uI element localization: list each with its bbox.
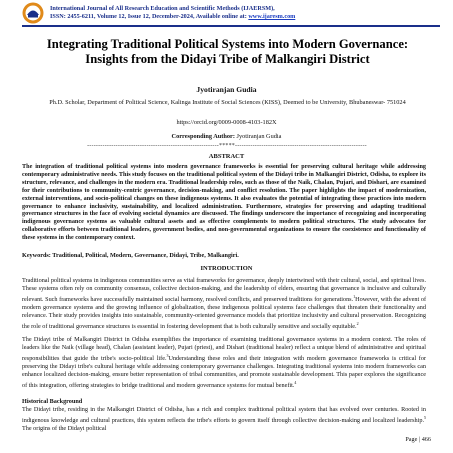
historical-background-heading: Historical Background	[22, 398, 83, 405]
intro-p2-text-a: The Didayi tribe of Malkangiri District in Odisha exemplifies the importance of examining traditional governance systems in a modern context. The roles of leaders like the Naik (village head), Chalan (assistant leader), Pujari (priest), and Dishari (traditional healer) reflect a unique blend of administrative and spiritual responsibilities that guide the tribe's socio-political life.	[22, 336, 426, 362]
journal-name: International Journal of All Research Education and Scientific Methods (IJAERSM),	[50, 5, 275, 12]
header-rule	[22, 25, 440, 27]
historical-text-a: The Didayi tribe, residing in the Malkangiri District of Odisha, has a rich and complex traditional political system that has evolved over centuries. Rooted in indigenous knowledge and cultural practices, this system reflects the tribe's efforts to govern itself through collective decision-making and localized leadership.	[22, 406, 426, 424]
intro-p2-text-b: Understanding these roles and their integration with modern governance frameworks is critical for preserving the Didayi tribe's cultural heritage while addressing contemporary governance challenges. Integrating traditional systems into modern frameworks can enhance localized decision-making, ensure better representation of tribal communities, and promote sustainable development. This paper explores the significance of this integration, offering strategies to bridge traditional and modern governance systems for mutual benefit.	[22, 354, 427, 389]
corresponding-author-label: Corresponding Author:	[171, 133, 235, 140]
citation-3: 3	[166, 352, 169, 358]
introduction-heading: INTRODUCTION	[200, 265, 253, 272]
historical-background-text	[22, 406, 426, 433]
journal-header	[22, 2, 447, 24]
corresponding-author-name: Jyotiranjan Gudia	[234, 133, 282, 140]
page-number: Page | 466	[405, 436, 431, 443]
abstract-text: The integration of traditional political systems into modern governance frameworks is essential for preserving cultural heritage while addressing contemporary administrative needs. This study focuses on the traditional political system of the Didayi tribe in Malkangiri District, Odisha, to explore its structure, relevance, and challenges in the modern era. Traditional leadership roles, such as those of the Naik, Chalan, Pujari, and Dishari, are examined for their contributions to community-centric governance, decision-making, and conflict resolution. The paper highlights the impact of modernization, external interventions, and socio-political changes on these indigenous systems. It also evaluates the potential of integrating these practices into modern governance to enhance inclusivity, sustainability, and localized administration. Furthermore, strategies for preserving and adapting traditional governance structures in the face of evolving societal dynamics are discussed. The findings underscore the importance of recognizing and incorporating indigenous governance systems as valuable cultural assets and as effective complements to modern political structures. The study advocates for collaborative efforts between traditional leaders, government bodies, and non-governmental organizations to ensure the coexistence and functionality of these systems in the contemporary context.	[22, 163, 426, 242]
separator-line: ------------------------------------------------------------*****------------------------------------------------------------	[87, 143, 367, 149]
journal-issn-text: ISSN: 2455-6211, Volume 12, Issue 12, December-2024, Available online at:	[50, 13, 249, 20]
citation-4: 4	[294, 379, 297, 385]
citation-2: 2	[356, 320, 359, 326]
journal-website-link[interactable]: www.ijaresm.com	[248, 13, 296, 20]
historical-text-b: The origins of the Didayi political	[22, 424, 107, 432]
orcid-link[interactable]: https://orcid.org/0009-0008-4103-182X	[176, 119, 277, 126]
journal-logo-icon	[22, 2, 44, 24]
introduction-paragraph-2	[22, 336, 426, 390]
citation-5: 5	[424, 414, 426, 420]
intro-p1-text-a: Traditional political systems in indigenous communities serve as vital frameworks for governance, deeply intertwined with their cultural, social, and spiritual lives. These systems often rely on community consensus, collective decision-making, and the leadership of elders, ensuring that governance is inclusive and culturally relevant. Such frameworks have successfully maintained social harmony, resolved conflicts, and preserved traditions for generations.	[22, 277, 426, 303]
introduction-paragraph-1	[22, 277, 426, 331]
author-name: Jyotiranjan Gudia	[196, 85, 257, 94]
paper-title: Integrating Traditional Political Systems into Modern Governance: Insights from the Didayi Tribe of Malkangiri District	[46, 37, 409, 66]
author-affiliation: Ph.D. Scholar, Department of Political Science, Kalinga Institute of Social Sciences (KISS), Deemed to be University, Bhubaneswar- 751024	[49, 99, 406, 106]
intro-p1-text-b: However, with the advent of modern governance systems and the growing influence of globalization, these indigenous political systems face challenges that threaten their functionality and relevance. Their study provides insights into sustainable, community-oriented governance models that prioritize inclusivity and cultural preservation. Recognizing the role of traditional governance structures is essential in fostering development that is both culturally sensitive and socially equitable.	[22, 295, 426, 330]
journal-issn	[50, 13, 295, 20]
abstract-heading: ABSTRACT	[208, 153, 245, 160]
citation-1: 1	[353, 293, 356, 299]
keywords: Keywords: Traditional, Political, Modern, Governance, Didayi, Tribe, Malkangiri.	[22, 252, 239, 259]
corresponding-author	[0, 133, 453, 140]
